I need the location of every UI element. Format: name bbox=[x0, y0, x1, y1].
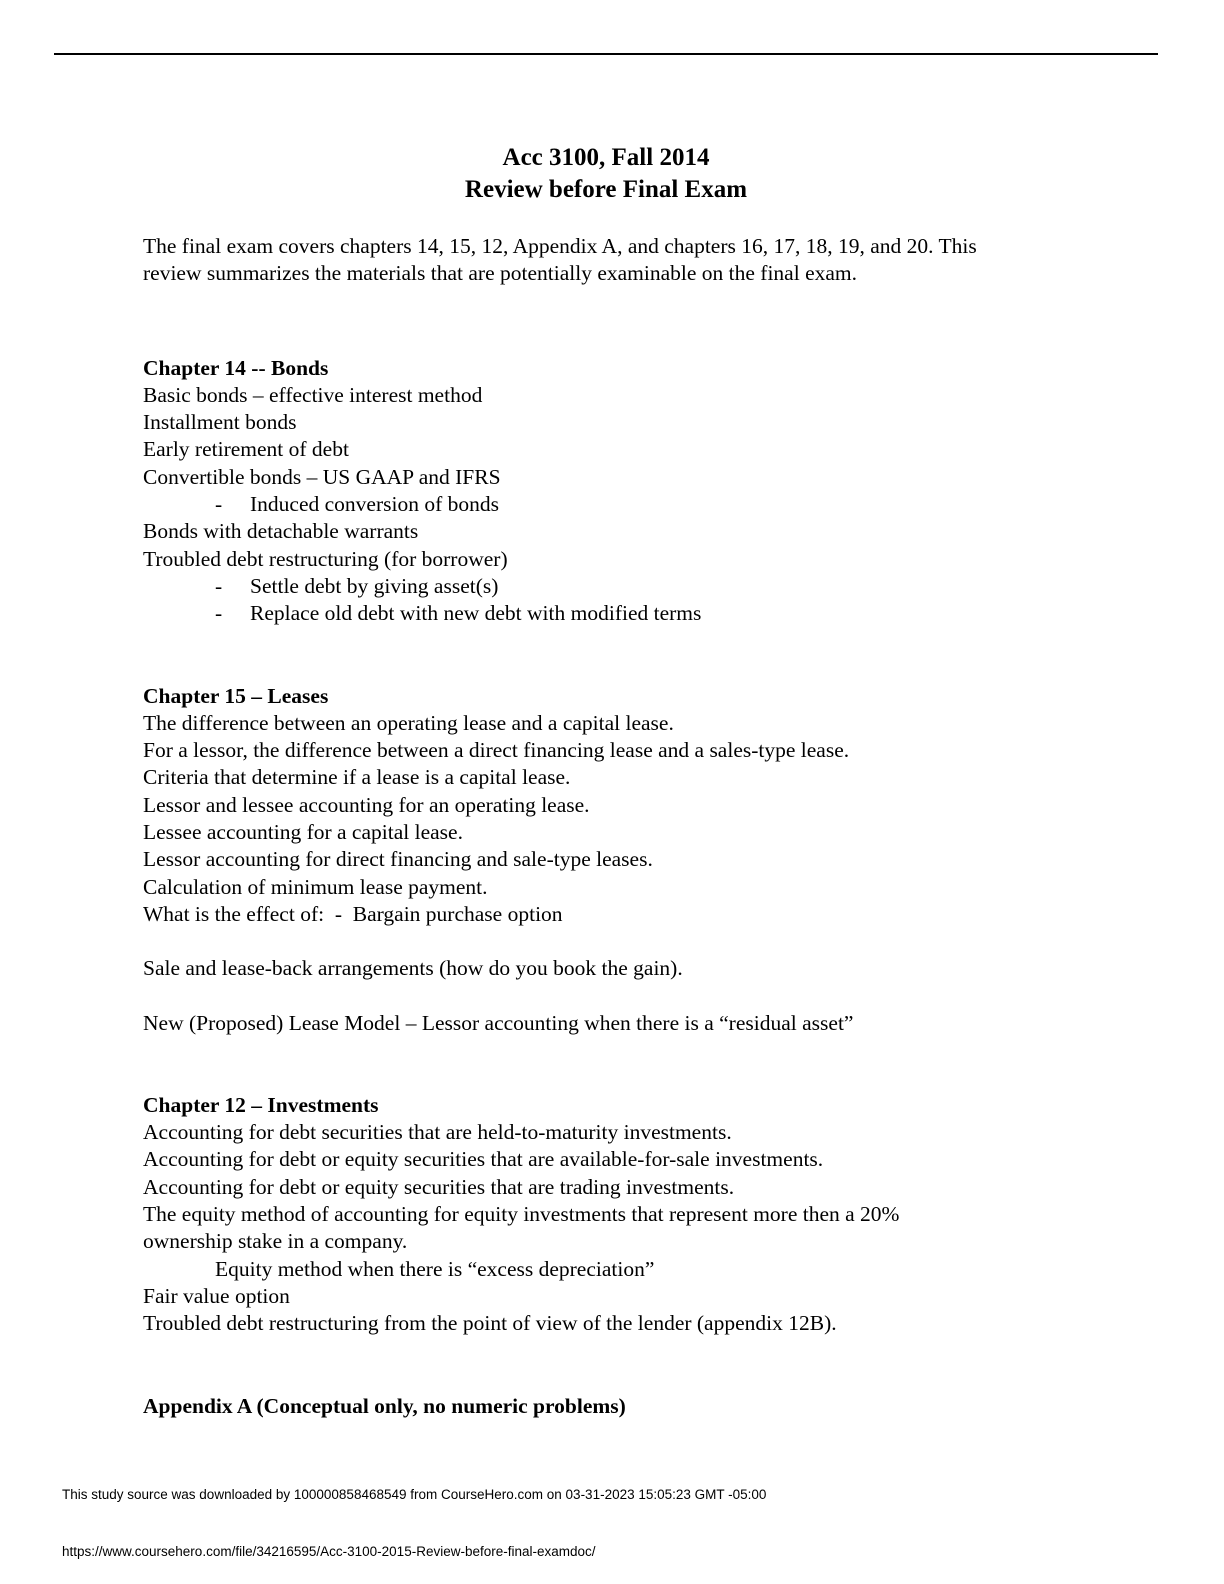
appendix-a-section bbox=[143, 1393, 1103, 1420]
effect-item: Bargain purchase option bbox=[352, 901, 563, 926]
sub-list-item-text: Replace old debt with new debt with modified terms bbox=[250, 601, 702, 626]
footer-url: https://www.coursehero.com/file/34216595/Acc-3100-2015-Review-before-final-examdoc/ bbox=[62, 1544, 596, 1559]
intro-paragraph bbox=[143, 233, 1103, 288]
list-item: Troubled debt restructuring from the point of view of the lender (appendix 12B). bbox=[143, 1311, 837, 1336]
bullet-dash: - bbox=[334, 901, 343, 926]
list-item: The difference between an operating lease and a capital lease. bbox=[143, 710, 674, 735]
list-item: ownership stake in a company. bbox=[143, 1229, 408, 1254]
chapter-14-section bbox=[143, 355, 1103, 628]
page-subtitle: Review before Final Exam bbox=[464, 176, 748, 203]
bullet-dash: - bbox=[215, 573, 223, 598]
document-body bbox=[143, 233, 1103, 1420]
list-item: Installment bonds bbox=[143, 410, 297, 435]
chapter-12-heading: Chapter 12 – Investments bbox=[143, 1092, 379, 1117]
chapter-12-section bbox=[143, 1092, 1103, 1338]
effect-prefix: What is the effect of: bbox=[143, 901, 325, 926]
list-item: Bonds with detachable warrants bbox=[143, 519, 419, 544]
list-item: The equity method of accounting for equity investments that represent more then a 20% bbox=[143, 1202, 900, 1227]
appendix-a-heading: Appendix A (Conceptual only, no numeric problems) bbox=[143, 1393, 626, 1418]
chapter-14-heading: Chapter 14 -- Bonds bbox=[143, 355, 329, 380]
sub-list-item-text: Settle debt by giving asset(s) bbox=[250, 573, 499, 598]
list-item: Accounting for debt or equity securities that are available-for-sale investments. bbox=[143, 1147, 824, 1172]
list-item: Criteria that determine if a lease is a capital lease. bbox=[143, 765, 571, 790]
footer-source-note: This study source was downloaded by 100000858468549 from CourseHero.com on 03-31-2023 15:05:23 GMT -05:00 bbox=[62, 1487, 767, 1502]
list-item: Fair value option bbox=[143, 1283, 290, 1308]
chapter-15-heading: Chapter 15 – Leases bbox=[143, 683, 329, 708]
bullet-dash: - bbox=[215, 601, 223, 626]
list-item: Lessor accounting for direct financing and sale-type leases. bbox=[143, 847, 653, 872]
top-rule bbox=[54, 53, 1158, 55]
list-item: Convertible bonds – US GAAP and IFRS bbox=[143, 464, 501, 489]
list-item: Accounting for debt securities that are held-to-maturity investments. bbox=[143, 1120, 732, 1145]
list-item: Basic bonds – effective interest method bbox=[143, 382, 483, 407]
list-item: Sale and lease-back arrangements (how do you book the gain). bbox=[143, 956, 683, 981]
page-title: Acc 3100, Fall 2014 bbox=[502, 144, 710, 171]
intro-line: review summarizes the materials that are potentially examinable on the final exam. bbox=[143, 261, 858, 286]
sub-list-item bbox=[143, 573, 1103, 600]
indented-item: Equity method when there is “excess depreciation” bbox=[215, 1256, 655, 1281]
sub-list-item-text: Induced conversion of bonds bbox=[250, 492, 499, 517]
list-item: Early retirement of debt bbox=[143, 437, 349, 462]
list-item: Troubled debt restructuring (for borrower) bbox=[143, 546, 508, 571]
title-block bbox=[0, 142, 1212, 206]
list-item: Calculation of minimum lease payment. bbox=[143, 874, 488, 899]
list-item: New (Proposed) Lease Model – Lessor accounting when there is a “residual asset” bbox=[143, 1010, 854, 1035]
sub-list-item bbox=[143, 600, 1103, 627]
list-item: Lessor and lessee accounting for an operating lease. bbox=[143, 792, 590, 817]
list-item: Lessee accounting for a capital lease. bbox=[143, 820, 463, 845]
list-item: Accounting for debt or equity securities that are trading investments. bbox=[143, 1174, 735, 1199]
sub-list-item bbox=[143, 491, 1103, 518]
list-item: For a lessor, the difference between a direct financing lease and a sales-type lease. bbox=[143, 738, 850, 763]
bullet-dash: - bbox=[215, 492, 223, 517]
intro-line: The final exam covers chapters 14, 15, 12, Appendix A, and chapters 16, 17, 18, 19, and 20. This bbox=[143, 234, 977, 258]
effect-line bbox=[143, 901, 1103, 928]
chapter-15-section bbox=[143, 683, 1103, 1037]
